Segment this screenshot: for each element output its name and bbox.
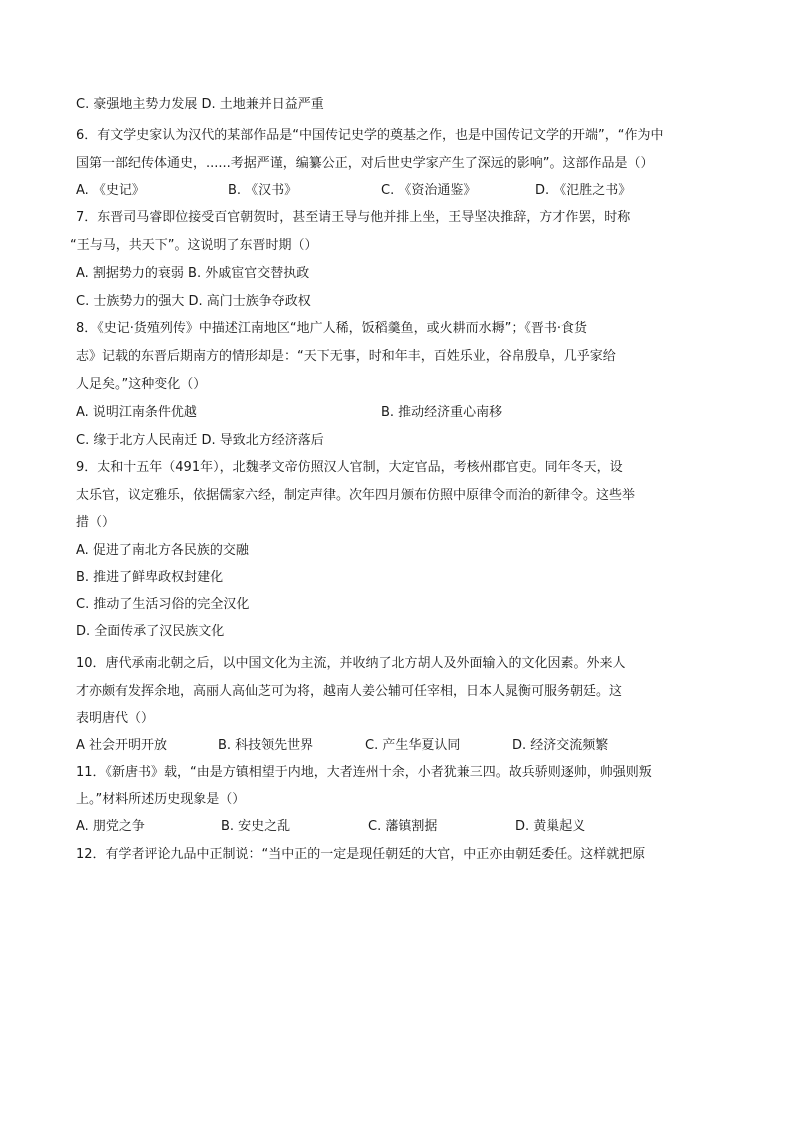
q5-options-cd: C. 豪强地主势力发展 D. 土地兼并日益严重 bbox=[76, 97, 324, 112]
q11-stem-line-1: 11．《新唐书》载，“由是方镇相望于内地，大者连州十余，小者犹兼三四。故兵骄则逐帅，帅强则叛 bbox=[76, 765, 652, 780]
q7-stem-line-1: 7．东晋司马睿即位接受百官朝贺时，甚至请王导与他并排上坐，王导坚决推辞，方才作罢，时称 bbox=[76, 210, 631, 225]
q11-option-b[interactable]: B. 安史之乱 bbox=[221, 819, 291, 834]
q11-stem-line-2: 上。”材料所述历史现象是（） bbox=[76, 792, 246, 807]
q8-stem-line-3: 人足矣。”这种变化（） bbox=[76, 377, 207, 392]
q8-options-cd[interactable]: C. 缘于北方人民南迁 D. 导致北方经济落后 bbox=[76, 433, 324, 448]
q10-stem-line-2: 才亦颇有发挥余地，高丽人高仙芝可为将，越南人姜公辅可任宰相，日本人晁衡可服务朝廷。这 bbox=[76, 684, 623, 699]
q9-stem-line-1: 9．太和十五年（491年），北魏孝文帝仿照汉人官制，大定官品，考核州郡官吏。同年冬天，设 bbox=[76, 460, 623, 475]
q7-stem-line-2: “王与马，共天下”。这说明了东晋时期（） bbox=[70, 238, 318, 253]
q12-stem-line-1: 12．有学者评论九品中正制说：“当中正的一定是现任朝廷的大官，中正亦由朝廷委任。这样就把原 bbox=[76, 847, 646, 862]
q9-option-d[interactable]: D. 全面传承了汉民族文化 bbox=[76, 624, 225, 639]
q6-stem-line-1: 6．有文学史家认为汉代的某部作品是“中国传记史学的奠基之作，也是中国传记文学的开端”，“作为中 bbox=[76, 128, 664, 143]
q7-options-cd[interactable]: C. 士族势力的强大 D. 高门士族争夺政权 bbox=[76, 294, 311, 309]
q11-option-d[interactable]: D. 黄巢起义 bbox=[515, 819, 586, 834]
q10-option-c[interactable]: C. 产生华夏认同 bbox=[365, 738, 461, 753]
q9-stem-line-3: 措（） bbox=[76, 515, 116, 530]
q10-option-b[interactable]: B. 科技领先世界 bbox=[218, 738, 314, 753]
q11-option-c[interactable]: C. 藩镇割据 bbox=[368, 819, 438, 834]
q6-option-b[interactable]: B. 《汉书》 bbox=[228, 183, 298, 198]
q9-stem-line-2: 太乐官，议定雅乐，依据儒家六经，制定声律。次年四月颁布仿照中原律令而治的新律令。这些举 bbox=[76, 488, 636, 503]
q9-option-b[interactable]: B. 推进了鲜卑政权封建化 bbox=[76, 570, 224, 585]
q11-option-a[interactable]: A. 朋党之争 bbox=[76, 819, 145, 834]
q6-option-d[interactable]: D. 《氾胜之书》 bbox=[535, 183, 632, 198]
q8-option-b[interactable]: B. 推动经济重心南移 bbox=[381, 405, 503, 420]
q6-option-a[interactable]: A. 《史记》 bbox=[76, 183, 145, 198]
q8-stem-line-1: 8．《史记·货殖列传》中描述江南地区“地广人稀，饭稻羹鱼，或火耕而水耨”；《晋书·食货 bbox=[76, 321, 588, 336]
q8-stem-line-2: 志》记载的东晋后期南方的情形却是：“天下无事，时和年丰，百姓乐业，谷帛殷阜，几乎家给 bbox=[76, 349, 616, 364]
q6-option-c[interactable]: C. 《资治通鉴》 bbox=[381, 183, 477, 198]
q6-stem-line-2: 国第一部纪传体通史，......考据严谨，编纂公正，对后世史学家产生了深远的影响”。这部作品是（） bbox=[76, 156, 654, 171]
q10-option-a[interactable]: A 社会开明开放 bbox=[76, 738, 168, 753]
q10-stem-line-3: 表明唐代（） bbox=[76, 711, 155, 726]
q9-option-a[interactable]: A. 促进了南北方各民族的交融 bbox=[76, 543, 249, 558]
q10-stem-line-1: 10．唐代承南北朝之后，以中国文化为主流，并收纳了北方胡人及外面输入的文化因素。外来人 bbox=[76, 656, 626, 671]
q8-option-a[interactable]: A. 说明江南条件优越 bbox=[76, 405, 197, 420]
q10-option-d[interactable]: D. 经济交流频繁 bbox=[512, 738, 609, 753]
q7-options-ab[interactable]: A. 割据势力的衰弱 B. 外戚宦官交替执政 bbox=[76, 266, 310, 281]
q9-option-c[interactable]: C. 推动了生活习俗的完全汉化 bbox=[76, 597, 250, 612]
